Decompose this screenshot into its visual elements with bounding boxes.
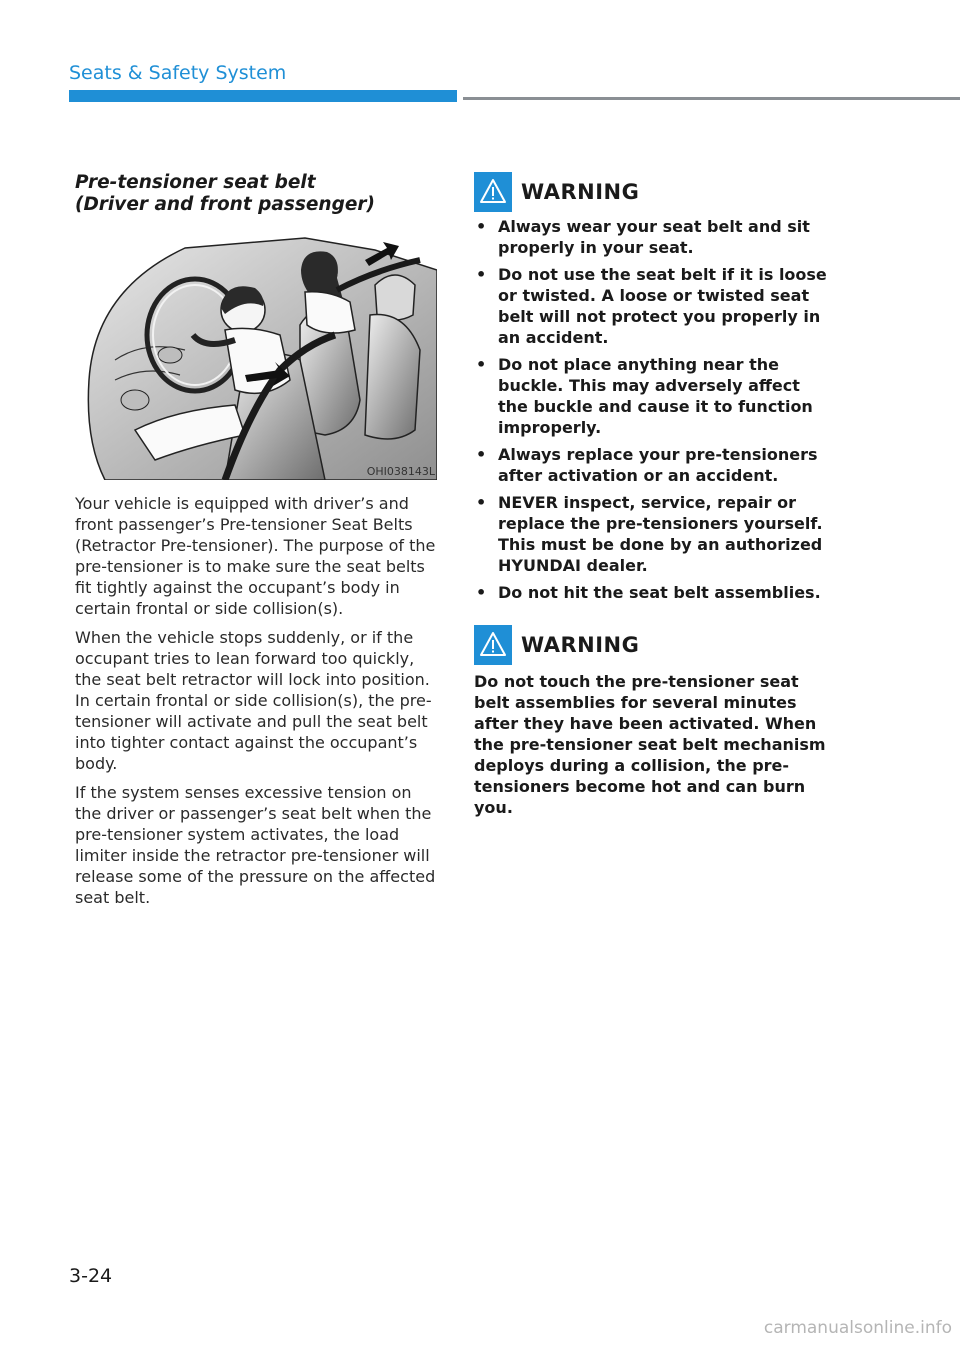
- warning-item-4: • Always replace your pre-tensioners after activation or an accident.: [476, 445, 818, 485]
- figure-code: OHI038143L: [366, 465, 435, 478]
- illustration-drawing: [75, 230, 437, 480]
- section-heading-line2: (Driver and front passenger): [75, 194, 375, 215]
- right-column: [474, 172, 830, 818]
- warning-block-2: [474, 625, 830, 818]
- warning-label-1: WARNING: [521, 180, 640, 204]
- warning-item-2: • Do not use the seat belt if it is loose or twisted. A loose or twisted seat belt will not protect you properly in an accident.: [476, 265, 827, 347]
- bullet-icon: •: [476, 355, 487, 374]
- header-bar-blue: [69, 90, 457, 102]
- bullet-icon: •: [476, 493, 487, 512]
- warning-header-2: [474, 625, 830, 665]
- left-column: [75, 172, 437, 908]
- bullet-icon: •: [476, 445, 487, 464]
- warning-item-3: • Do not place anything near the buckle. This may adversely affect the buckle and cause it to function improperly.: [476, 355, 813, 437]
- warning-block-1: [474, 172, 830, 603]
- header-bar-gray: [463, 97, 960, 100]
- bullet-icon: •: [476, 265, 487, 284]
- body-paragraph-3: If the system senses excessive tension on the driver or passenger’s seat belt when the pre-tensioner system activates, the load limiter inside the retractor pre-tensioner will release some of the pressure on the affected seat belt.: [75, 783, 436, 907]
- passenger-seat-back: [365, 314, 420, 439]
- section-heading-line1: Pre-tensioner seat belt: [75, 172, 316, 193]
- warning-label-2: WARNING: [521, 633, 640, 657]
- pretensioner-illustration: [75, 230, 437, 480]
- passenger-headrest: [375, 275, 415, 320]
- vent-left: [121, 390, 149, 410]
- body-paragraph-1: Your vehicle is equipped with driver’s and front passenger’s Pre-tensioner Seat Belts (Retractor Pre-tensioner). The purpose of the pre-tensioner is to make sure the seat belts fit tightly against the occupant’s body in certain frontal or side collision(s).: [75, 494, 436, 618]
- driver-body: [225, 328, 290, 393]
- bullet-icon: •: [476, 217, 487, 236]
- warning-triangle-icon: [474, 172, 512, 212]
- section-heading: [75, 172, 437, 216]
- warning-list-1: [474, 216, 830, 603]
- warning-text-2: Do not touch the pre-tensioner seat belt assemblies for several minutes after they have been activated. When the pre-tensioner seat belt mechanism deploys during a collision, the pre-tensioners become hot and can burn you.: [474, 672, 826, 817]
- body-paragraph-2: When the vehicle stops suddenly, or if the occupant tries to lean forward too quickly, the seat belt retractor will lock into position. In certain frontal or side collision(s), the pre-tensioner will activate and pull the seat belt into tighter contact against the occupant’s body.: [75, 628, 432, 773]
- bullet-icon: •: [476, 583, 487, 602]
- header-section-title: Seats & Safety System: [69, 62, 287, 84]
- vent-right: [158, 347, 182, 363]
- warning-header-1: [474, 172, 830, 212]
- warning-item-5: • NEVER inspect, service, repair or replace the pre-tensioners yourself. This must be done by an authorized HYUNDAI dealer.: [476, 493, 823, 575]
- warning-item-1: • Always wear your seat belt and sit properly in your seat.: [476, 217, 810, 257]
- warning-item-6: • Do not hit the seat belt assemblies.: [476, 583, 821, 602]
- page-number: 3-24: [69, 1265, 113, 1287]
- watermark: carmanualsonline.info: [763, 1318, 952, 1338]
- warning-triangle-icon: [474, 625, 512, 665]
